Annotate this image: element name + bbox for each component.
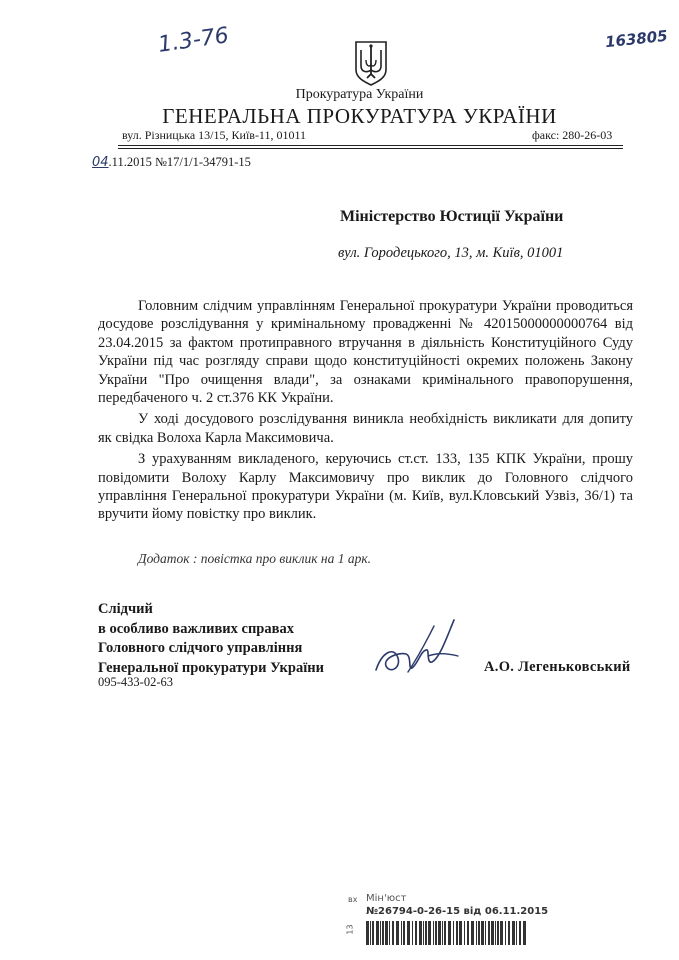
recipient-address: вул. Городецького, 13, м. Київ, 01001: [338, 245, 564, 261]
letter-body: [98, 297, 633, 524]
stamp-registration: №26794-0-26-15 від 06.11.2015: [366, 906, 549, 917]
outgoing-date-rest: .11.2015 №17/1/1-34791-15: [108, 155, 251, 169]
signature-line: Головного слідчого управління: [98, 640, 303, 656]
barcode-icon: [366, 921, 526, 945]
header-address: вул. Різницька 13/15, Київ-11, 01011: [122, 128, 307, 142]
header-rule-thick: [118, 145, 623, 146]
body-paragraph: У ході досудового розслідування виникла необхідність викликати для допиту як свідка Волоха Карла Максимовича.: [98, 411, 633, 446]
header-subtitle: Прокуратура України: [295, 87, 424, 102]
stamp-institution: Мін'юст: [366, 893, 407, 904]
signature-line: Генеральної прокуратури України: [98, 659, 324, 676]
annex-note: Додаток : повістка про виклик на 1 арк.: [138, 551, 372, 566]
signature-line: в особливо важливих справах: [98, 620, 294, 637]
body-paragraph: Головним слідчим управлінням Генеральної прокуратури України проводиться досудове розслідування у кримінальному провадженні № 42015000000000764 від 23.04.2015 за фактом протиправного втручання в діяльність Конституційного Суду України під час розгляду справи щодо конституційності окремих положень Закону України "Про очищення влади", за ознаками кримінального правопорушення, передбаченого ч. 2 ст.376 КК України.: [98, 298, 633, 407]
stamp-label-count: 13: [345, 924, 355, 935]
outgoing-number: [92, 155, 251, 170]
trident-emblem-icon: [353, 40, 389, 86]
recipient-name: Міністерство Юстиції України: [340, 208, 564, 225]
header-fax: факс: 280-26-03: [532, 128, 613, 142]
body-paragraph: З урахуванням викладеного, керуючись ст.ст. 133, 135 КПК України, прошу повідомити Волоху Карлу Максимовичу про виклик до Головного слідчого управління Генеральної прокуратури України (м. Київ, вул.Кловський Узвіз, 36/1) та вручити йому повістку про виклик.: [98, 451, 633, 523]
handwritten-file-number: 1.3-76: [156, 23, 231, 58]
header-title: ГЕНЕРАЛЬНА ПРОКУРАТУРА УКРАЇНИ: [162, 104, 557, 128]
contact-phone: 095-433-02-63: [98, 675, 173, 689]
handwritten-day: 04: [92, 155, 109, 170]
handwritten-registration-number: 163805: [604, 26, 669, 52]
handwritten-signature-icon: [368, 612, 468, 692]
stamp-label-incoming: вх: [348, 895, 358, 904]
signer-name: А.О. Легеньковський: [484, 659, 631, 675]
header-rule-thin: [118, 148, 623, 149]
signature-position: [98, 600, 324, 678]
signature-line: Слідчий: [98, 601, 153, 617]
